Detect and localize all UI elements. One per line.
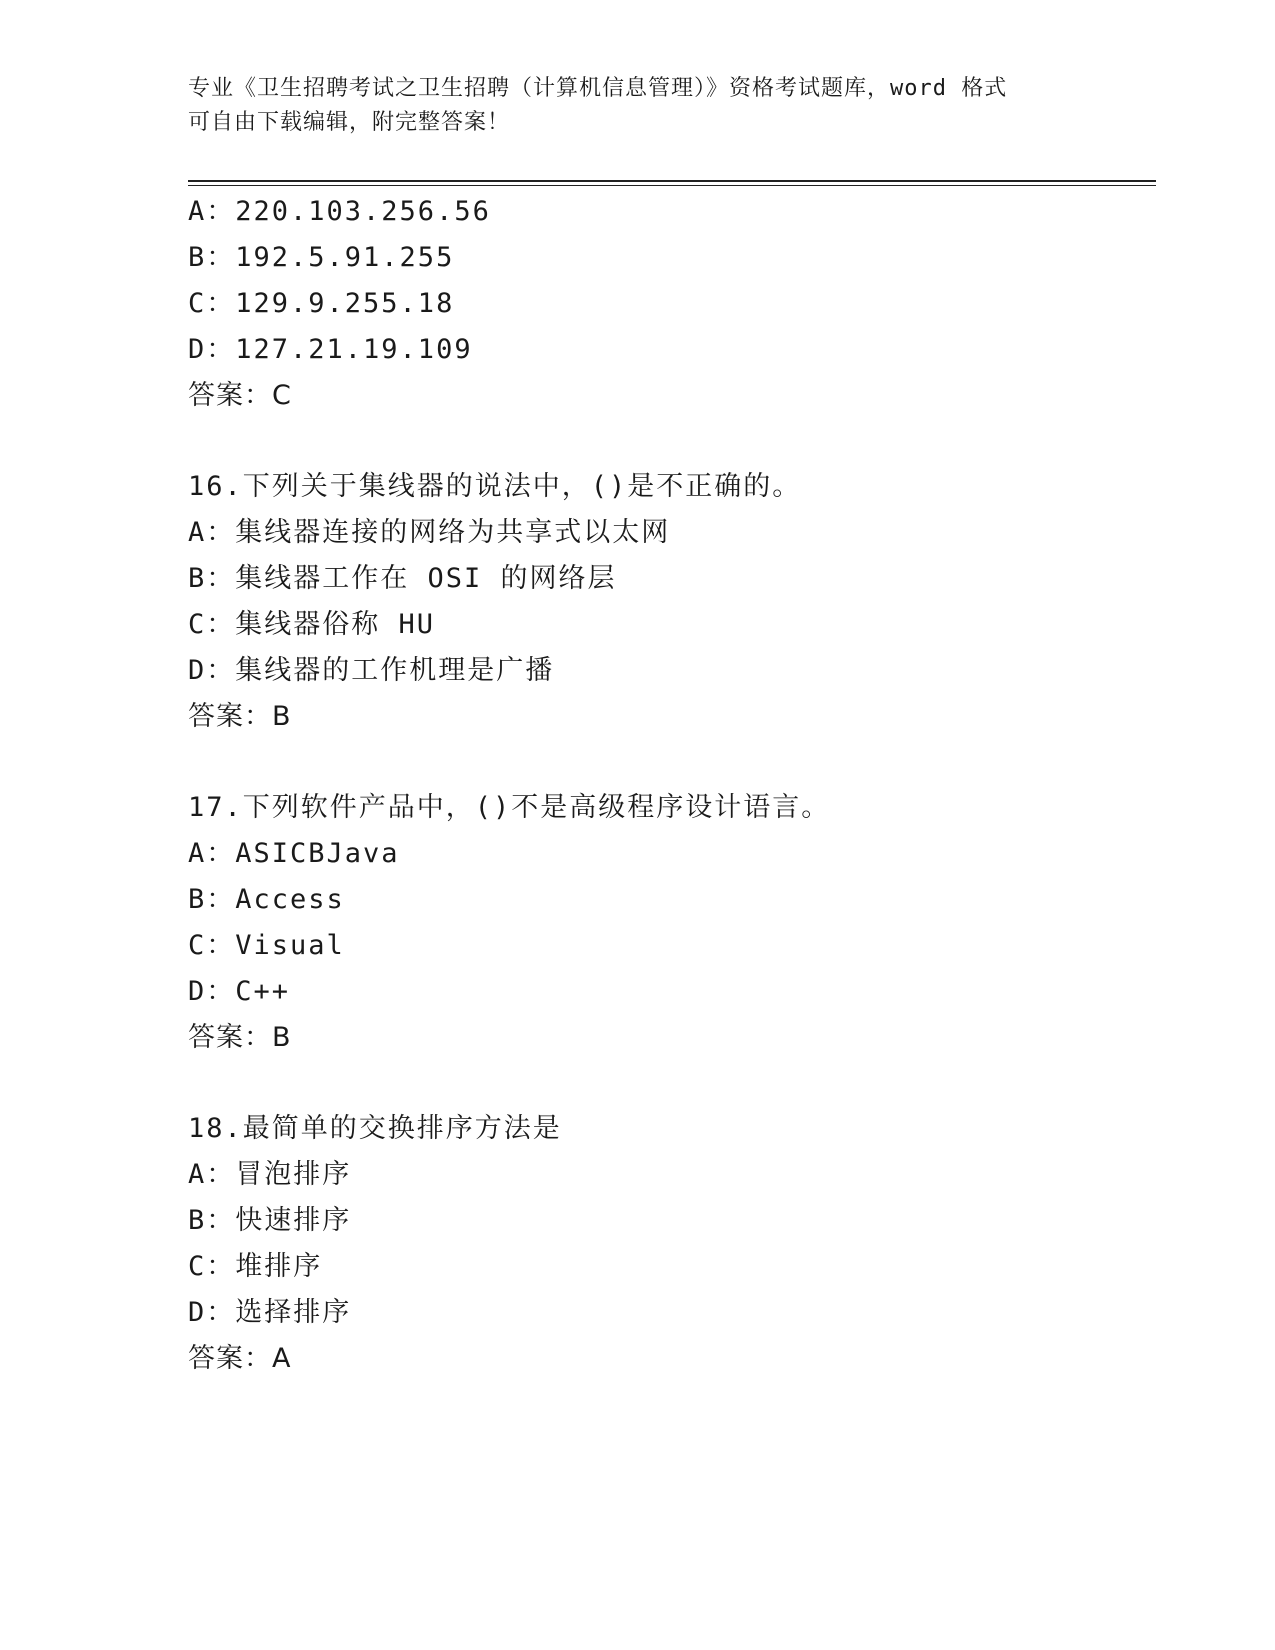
option-d: D：集线器的工作机理是广播 xyxy=(188,655,555,686)
option-a: A：冒泡排序 xyxy=(188,1159,352,1190)
option-b: B：192.5.91.255 xyxy=(188,242,455,273)
header-divider-thin xyxy=(188,185,1156,186)
spacer xyxy=(188,740,1156,785)
spacer xyxy=(188,1061,1156,1106)
option-b: B：快速排序 xyxy=(188,1205,352,1236)
question-17 xyxy=(188,785,1156,1061)
option-a: A：集线器连接的网络为共享式以太网 xyxy=(188,517,671,548)
option-c: C：Visual xyxy=(188,930,345,961)
option-c: C：集线器俗称 HU xyxy=(188,609,436,640)
question-stem: 17.下列软件产品中，()不是高级程序设计语言。 xyxy=(188,792,831,823)
spacer xyxy=(188,419,1156,464)
question-18 xyxy=(188,1106,1156,1382)
option-c: C：堆排序 xyxy=(188,1251,323,1282)
header-line-1: 专业《卫生招聘考试之卫生招聘（计算机信息管理）》资格考试题库，word 格式 xyxy=(188,76,1008,101)
option-d: D：C++ xyxy=(188,976,291,1007)
option-d: D：选择排序 xyxy=(188,1297,352,1328)
question-16 xyxy=(188,464,1156,740)
question-stem: 18.最简单的交换排序方法是 xyxy=(188,1113,562,1144)
header-line-2: 可自由下载编辑，附完整答案！ xyxy=(188,110,511,135)
answer: 答案：B xyxy=(188,1022,292,1053)
option-b: B：集线器工作在 OSI 的网络层 xyxy=(188,563,617,594)
option-c: C：129.9.255.18 xyxy=(188,288,455,319)
option-b: B：Access xyxy=(188,884,345,915)
document-header xyxy=(188,72,1088,140)
answer: 答案：C xyxy=(188,380,292,411)
question-continued xyxy=(188,189,1156,419)
option-d: D：127.21.19.109 xyxy=(188,334,473,365)
option-a: A：220.103.256.56 xyxy=(188,196,491,227)
question-list xyxy=(188,189,1156,1382)
option-a: A：ASICBJava xyxy=(188,838,400,869)
answer: 答案：A xyxy=(188,1343,292,1374)
question-stem: 16.下列关于集线器的说法中，()是不正确的。 xyxy=(188,471,802,502)
answer: 答案：B xyxy=(188,701,292,732)
header-divider-thick xyxy=(188,180,1156,182)
